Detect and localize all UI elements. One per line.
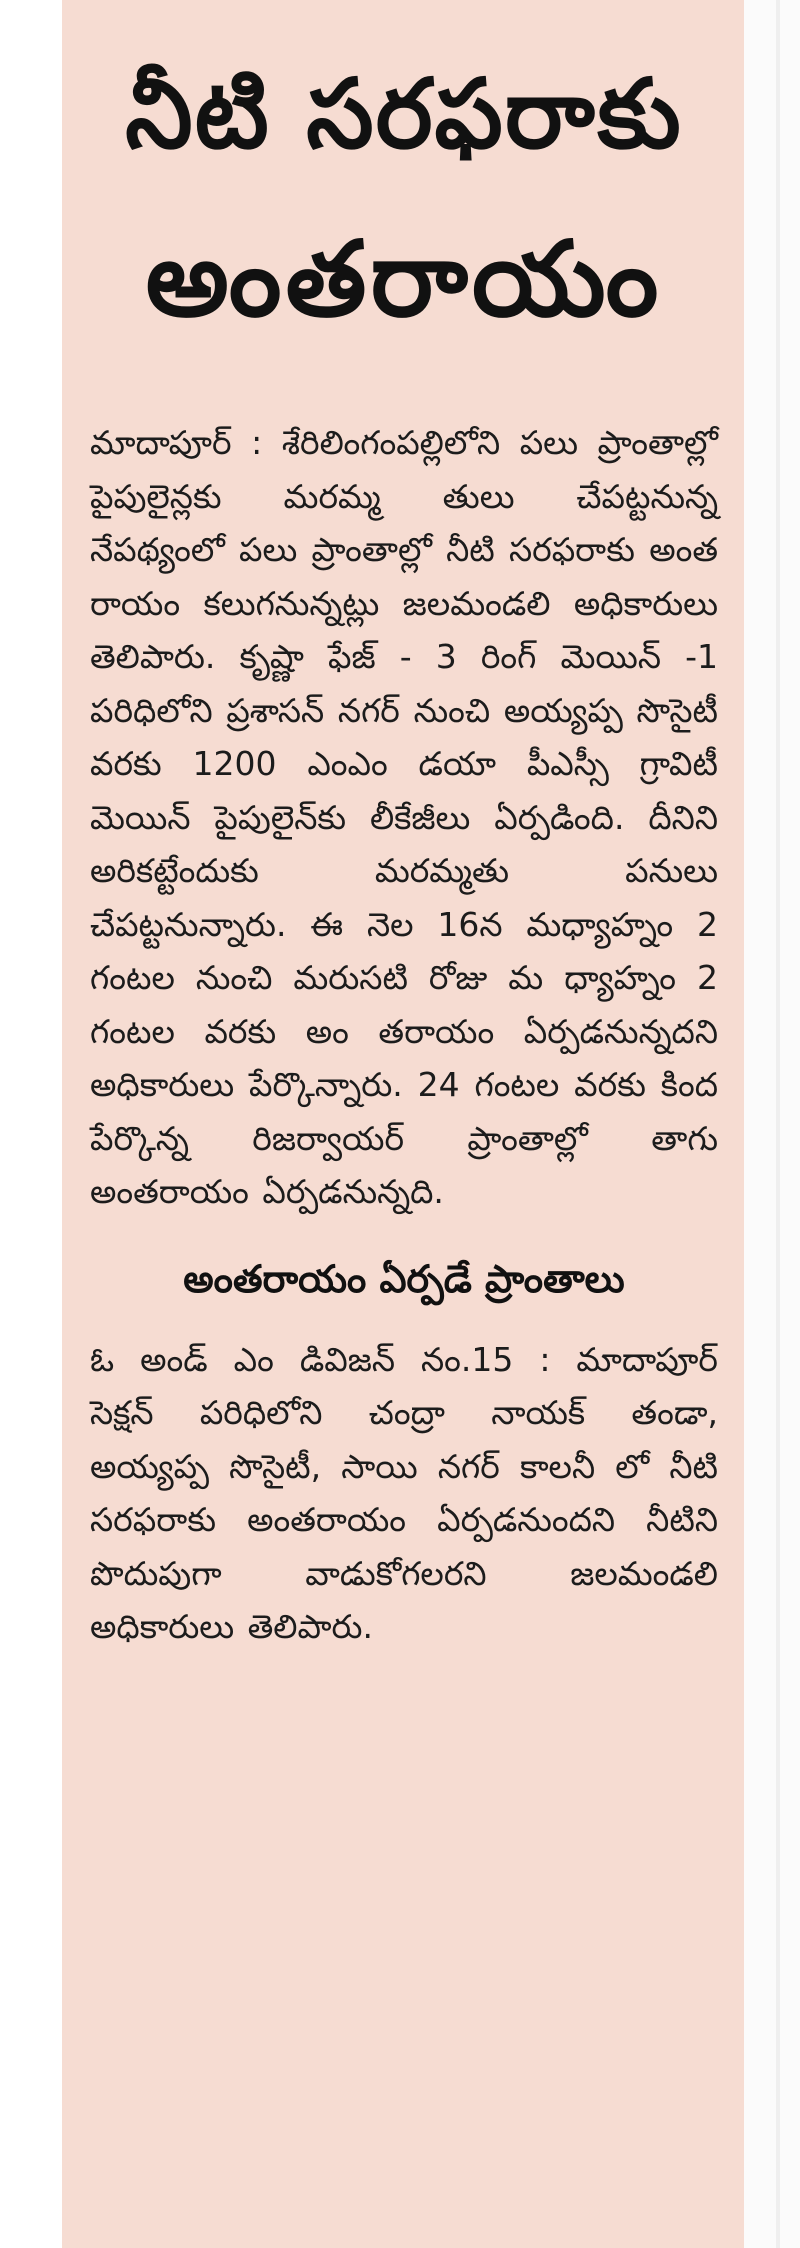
article-paragraph-1: మాదాపూర్ : శేరిలింగంపల్లిలోని పలు ప్రాంతాల్లో పైపులైన్లకు మరమ్మ తులు చేపట్టనున్న నేపథ్యంలో పలు ప్రాంతాల్లో నీటి సరఫరాకు అంత రాయం కలుగనున్నట్లు జలమండలి అధికారులు తెలిపారు. కృష్ణా ఫేజ్ - 3 రింగ్ మెయిన్ -1 పరిధిలోని ప్రశాసన్ నగర్ నుంచి అయ్యప్ప సొసైటీ వరకు 1200 ఎంఎం డయా పీఎస్సీ గ్రావిటీ మెయిన్ పైపులైన్‌కు లీకేజీలు ఏర్పడింది. దీనిని అరికట్టేందుకు మరమ్మతు పనులు చేపట్టనున్నారు. ఈ నెల 16న మధ్యాహ్నం 2 గంటల నుంచి మరుసటి రోజు మ ధ్యాహ్నం 2 గంటల వరకు అం తరాయం ఏర్పడనున్నదని అధికారులు పేర్కొన్నారు. 24 గంటల వరకు కింద పేర్కొన్న రిజర్వాయర్ ప్రాంతాల్లో తాగు అంతరాయం ఏర్పడనున్నది. bbox=[90, 423, 718, 1211]
article-paragraph-2: ఓ అండ్ ఎం డివిజన్ నం.15 : మాదాపూర్ సెక్షన్ పరిధిలోని చంద్రా నాయక్ తండా, అయ్యప్ప సొసైటీ, సాయి నగర్ కాలనీ లో నీటి సరఫరాకు అంతరాయం ఏర్పడనుందని నీటిని పొదుపుగా వాడుకోగలరని జలమండలి అధికారులు తెలిపారు. bbox=[90, 1339, 718, 1646]
headline-line-1: నీటి సరఫరాకు bbox=[125, 58, 683, 170]
subheading: అంతరాయం ఏర్పడే ప్రాంతాలు bbox=[183, 1256, 625, 1301]
page-margin-right bbox=[744, 0, 800, 2248]
headline bbox=[90, 0, 718, 344]
page-edge bbox=[776, 0, 780, 2248]
newspaper-clipping bbox=[62, 0, 744, 2248]
headline-line-2: అంతరాయం bbox=[145, 218, 663, 340]
page-margin-left bbox=[0, 0, 62, 2248]
